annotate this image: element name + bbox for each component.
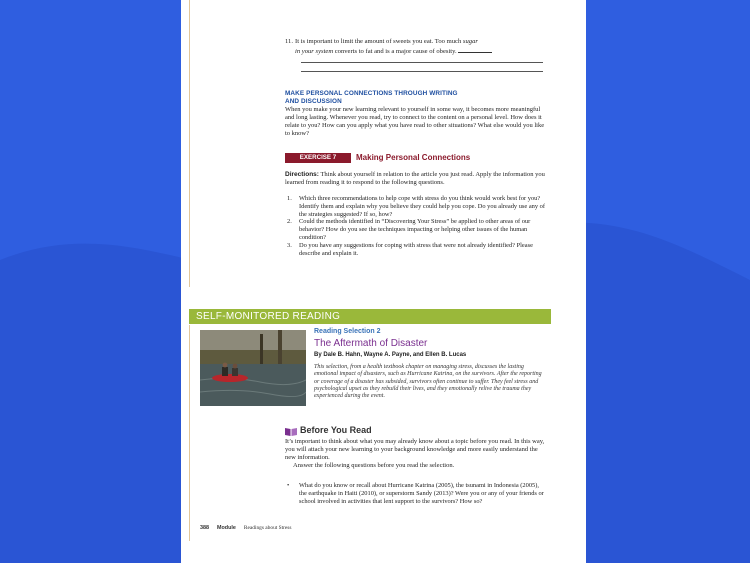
open-book-icon	[285, 427, 297, 436]
list-item	[285, 195, 547, 218]
before-you-read-heading: Before You Read	[300, 425, 372, 435]
textbook-page	[181, 0, 586, 563]
margin-rule	[189, 0, 190, 287]
item-text: Could the methods identified in “Discovering Your Stress” be applied to other areas of our behavior? How do you see the techniques impacting or helping other issues of the human condition?	[299, 218, 531, 241]
page-footer	[200, 525, 292, 531]
item-number: 2.	[287, 218, 292, 226]
exercise-title: Making Personal Connections	[356, 153, 471, 162]
bullet-icon: •	[287, 482, 290, 489]
item-number: 1.	[287, 195, 292, 202]
heading-line: MAKE PERSONAL CONNECTIONS THROUGH WRITING	[285, 90, 458, 97]
list-item	[285, 482, 547, 505]
item-number: 3.	[287, 241, 292, 249]
flood-photo	[200, 330, 306, 406]
before-you-read-instruction: Answer the following questions before you read the selection.	[293, 462, 455, 469]
section-heading	[285, 90, 545, 105]
reading-selection-authors: By Dale B. Hahn, Wayne A. Payne, and Ellen B. Lucas	[314, 352, 467, 358]
section-paragraph: When you make your new learning relevant to yourself in some way, it becomes more meaningful and long lasting. Whenever you read, try to connect to the content on a personal level. How does it relate to you? How can you apply what you have read to other situations? What else would you like to know?	[285, 106, 545, 137]
bullet-text: What do you know or recall about Hurricane Katrina (2005), the tsunami in Indonesia (2005), the earthquake in Haiti (2010), or superstorm Sandy (2013)? Were you or any of your friends or school involved in activities that lent support to the survivors? How so?	[299, 482, 544, 505]
answer-line[interactable]	[301, 62, 543, 63]
exercise-directions	[285, 171, 547, 187]
item-text: Which three recommendations to help cope with stress do you think would work best for you? Identify them and explain why you believe they could help you cope. Do you already use any of the strategies suggested? If so, how?	[299, 195, 545, 218]
before-you-read-paragraph: It’s important to think about what you may already know about a topic before you read. In this way, you will attach your new learning to your background knowledge and more easily understand the new information.	[285, 438, 545, 461]
item-text: Do you have any suggestions for coping with stress that were not already identified? Please describe and explain it.	[299, 241, 533, 257]
exercise-questions	[285, 195, 547, 257]
self-monitored-reading-bar: SELF-MONITORED READING	[189, 309, 551, 324]
heading-line: AND DISCUSSION	[285, 97, 342, 105]
module-label: Module	[217, 525, 236, 531]
question-text: converts to fat and is a major cause of obesity.	[333, 48, 457, 56]
question-italic: sugar	[462, 38, 478, 45]
reading-selection-title: The Aftermath of Disaster	[314, 338, 428, 349]
margin-rule	[189, 325, 190, 541]
directions-text: Think about yourself in relation to the article you just read. Apply the information you learned from reading it to respond to the following questions.	[285, 171, 545, 186]
answer-blank[interactable]	[458, 46, 492, 53]
reading-selection-intro: This selection, from a health textbook chapter on managing stress, discusses the lasting emotional impact of disasters, such as Hurricane Katrina, on the survivors. After the reporting or coverage of a disaster has subsided, survivors often continue to suffer. They feel stress and psychological upset as they rebuild their lives, and they emotionally relive the trauma they experienced during the event.	[314, 364, 542, 400]
question-11	[285, 38, 543, 56]
section-label: Readings about Stress	[243, 525, 292, 531]
exercise-badge: EXERCISE 7	[285, 153, 351, 163]
list-item	[285, 218, 547, 241]
answer-line[interactable]	[301, 71, 543, 72]
page-number: 388	[200, 525, 209, 531]
directions-label: Directions:	[285, 171, 319, 178]
reading-selection-label: Reading Selection 2	[314, 328, 381, 335]
question-italic: in your system	[295, 48, 334, 56]
question-text: It is important to limit the amount of sweets you eat. Too much	[295, 38, 463, 45]
list-item	[285, 242, 547, 258]
question-number: 11.	[285, 38, 293, 45]
